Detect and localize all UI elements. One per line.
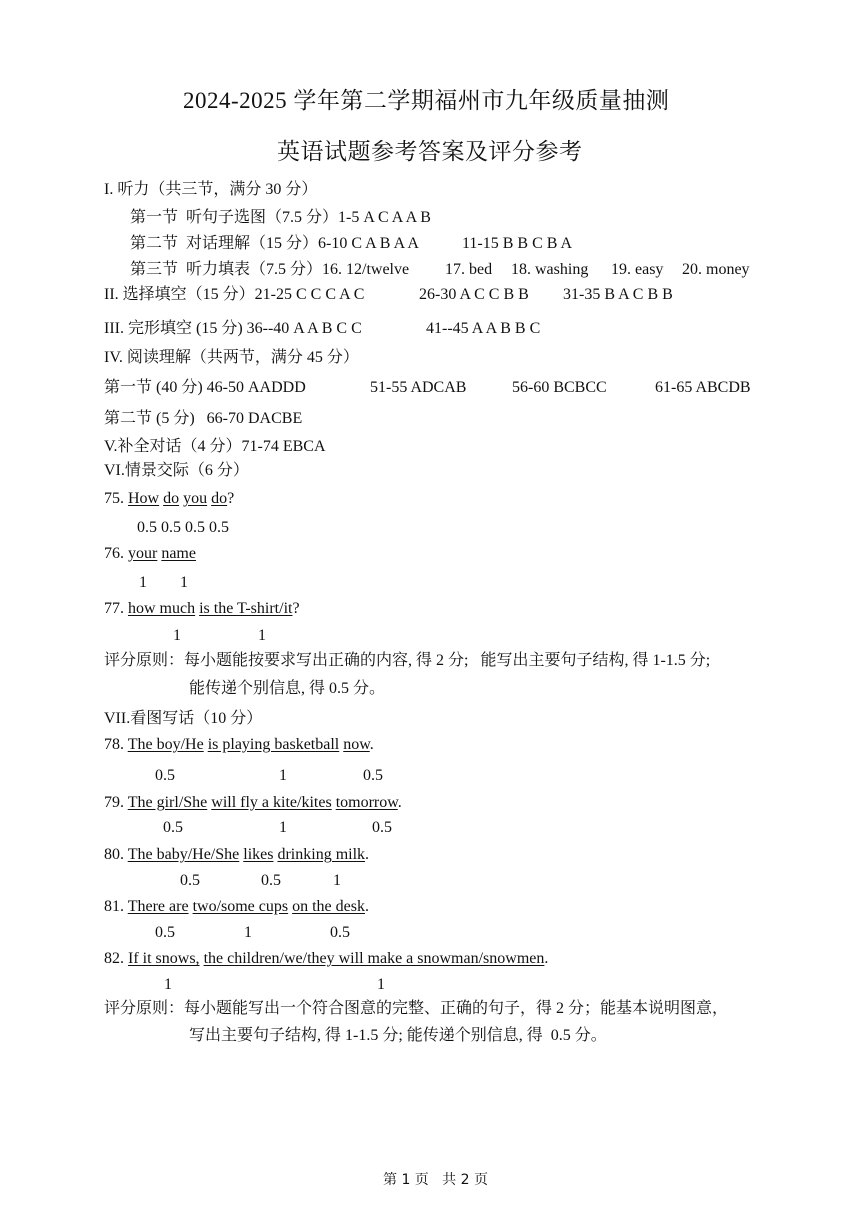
answer-phrase: two/some cups	[192, 898, 289, 915]
question-number: 82.	[104, 950, 124, 967]
answer-phrase: tomorrow	[335, 794, 398, 811]
answer-phrase: on the desk	[292, 898, 365, 915]
q77-score-1: 1	[173, 627, 181, 644]
answer-punctuation: ?	[292, 600, 300, 617]
writing-rule-line1: 评分原则：每小题能写出一个符合图意的完整、正确的句子，得 2 分；能基本说明图意，	[104, 1000, 729, 1017]
answer-phrase: There are	[127, 898, 189, 915]
q78-score-1: 0.5	[155, 767, 175, 784]
listening-section3-c: 18. washing	[511, 261, 589, 278]
answer-phrase: The baby/He/She	[127, 846, 240, 863]
q81-score-2: 1	[244, 924, 252, 941]
answer-phrase: The boy/He	[127, 736, 204, 753]
listening-section3-b: 17. bed	[445, 261, 493, 278]
q77-score-2: 1	[258, 627, 266, 644]
listening-section3-d: 19. easy	[611, 261, 664, 278]
section-dialogue: V.补全对话（4 分）71-74 EBCA	[104, 438, 326, 455]
reading-section1-c: 56-60 BCBCC	[512, 379, 607, 396]
answer-punctuation: .	[365, 846, 370, 863]
situation-rule-line2: 能传递个别信息, 得 0.5 分。	[189, 680, 386, 697]
question-number: 78.	[104, 736, 124, 753]
q76-score-2: 1	[180, 574, 188, 591]
listening-section3-a: 第三节 听力填表（7.5 分）16. 12/twelve	[130, 261, 410, 278]
answer-word: your	[128, 545, 158, 562]
answer-phrase: drinking milk	[277, 846, 366, 863]
section-cloze-b: 41--45 A A B B C	[426, 320, 541, 337]
q80-score-3: 1	[333, 872, 341, 889]
q80-score-1: 0.5	[180, 872, 200, 889]
listening-section3-e: 20. money	[682, 261, 750, 278]
section-listening-heading: I. 听力（共三节，满分 30 分）	[104, 181, 318, 198]
answer-phrase: likes	[243, 846, 274, 863]
listening-section2-b: 11-15 B B C B A	[462, 235, 573, 252]
q81-score-3: 0.5	[330, 924, 350, 941]
q80-score-2: 0.5	[261, 872, 281, 889]
listening-section1: 第一节 听句子选图（7.5 分）1-5 A C A A B	[130, 209, 431, 226]
q75-answer	[104, 491, 234, 507]
q78-answer	[104, 737, 374, 753]
reading-section1-b: 51-55 ADCAB	[370, 379, 467, 396]
answer-phrase: is the T-shirt/it	[199, 600, 293, 617]
section-fill-a: II. 选择填空（15 分）21-25 C C C A C	[104, 286, 365, 303]
listening-section2-a: 第二节 对话理解（15 分）6-10 C A B A A	[130, 235, 419, 252]
writing-rule-line2: 写出主要句子结构, 得 1-1.5 分; 能传递个别信息, 得 0.5 分。	[189, 1027, 607, 1044]
question-number: 80.	[104, 846, 124, 863]
answer-phrase: If it snows,	[128, 950, 200, 967]
q78-score-3: 0.5	[363, 767, 383, 784]
answer-phrase: how much	[128, 600, 196, 617]
answer-punctuation: .	[369, 736, 374, 753]
answer-word: name	[161, 545, 196, 562]
question-number: 75.	[104, 490, 124, 507]
question-number: 79.	[104, 794, 124, 811]
answer-punctuation: ?	[227, 490, 235, 507]
reading-section2: 第二节 (5 分) 66-70 DACBE	[104, 410, 303, 427]
answer-punctuation: .	[544, 950, 549, 967]
answer-phrase: now	[343, 736, 370, 753]
section-fill-b: 26-30 A C C B B	[419, 286, 529, 303]
section-situation-heading: VI.情景交际（6 分）	[104, 462, 249, 479]
page-subtitle: 英语试题参考答案及评分参考	[277, 139, 583, 164]
question-number: 77.	[104, 600, 124, 617]
q76-answer	[104, 546, 196, 562]
q78-score-2: 1	[279, 767, 287, 784]
answer-word: do	[163, 490, 180, 507]
page-title: 2024-2025 学年第二学期福州市九年级质量抽测	[183, 88, 670, 113]
answer-word: do	[211, 490, 228, 507]
section-reading-heading: IV. 阅读理解（共两节，满分 45 分）	[104, 349, 359, 366]
q80-answer	[104, 847, 369, 863]
answer-phrase: will fly a kite/kites	[211, 794, 332, 811]
answer-punctuation: .	[397, 794, 402, 811]
reading-section1-a: 第一节 (40 分) 46-50 AADDD	[104, 379, 306, 396]
q77-answer	[104, 601, 300, 617]
answer-phrase: the children/we/they will make a snowman/snowmen	[203, 950, 545, 967]
q81-score-1: 0.5	[155, 924, 175, 941]
q82-score-1: 1	[164, 976, 172, 993]
q79-score-1: 0.5	[163, 819, 183, 836]
q75-scores: 0.5 0.5 0.5 0.5	[137, 519, 229, 536]
answer-punctuation: .	[364, 898, 369, 915]
answer-phrase: The girl/She	[127, 794, 208, 811]
answer-word: How	[128, 490, 160, 507]
q82-answer	[104, 951, 548, 967]
question-number: 76.	[104, 545, 124, 562]
section-cloze-a: III. 完形填空 (15 分) 36--40 A A B C C	[104, 320, 362, 337]
question-number: 81.	[104, 898, 124, 915]
q79-score-3: 0.5	[372, 819, 392, 836]
q82-score-2: 1	[377, 976, 385, 993]
situation-rule-line1: 评分原则：每小题能按要求写出正确的内容, 得 2 分; 能写出主要句子结构, 得 1-1.5 分;	[104, 652, 711, 669]
answer-phrase: is playing basketball	[207, 736, 340, 753]
reading-section1-d: 61-65 ABCDB	[655, 379, 751, 396]
answer-word: you	[183, 490, 208, 507]
section-fill-c: 31-35 B A C B B	[563, 286, 673, 303]
section-writing-heading: VII.看图写话（10 分）	[104, 710, 263, 727]
q79-answer	[104, 795, 402, 811]
page-footer: 第 1 页 共 2 页	[383, 1172, 488, 1188]
q81-answer	[104, 899, 369, 915]
q76-score-1: 1	[139, 574, 147, 591]
q79-score-2: 1	[279, 819, 287, 836]
